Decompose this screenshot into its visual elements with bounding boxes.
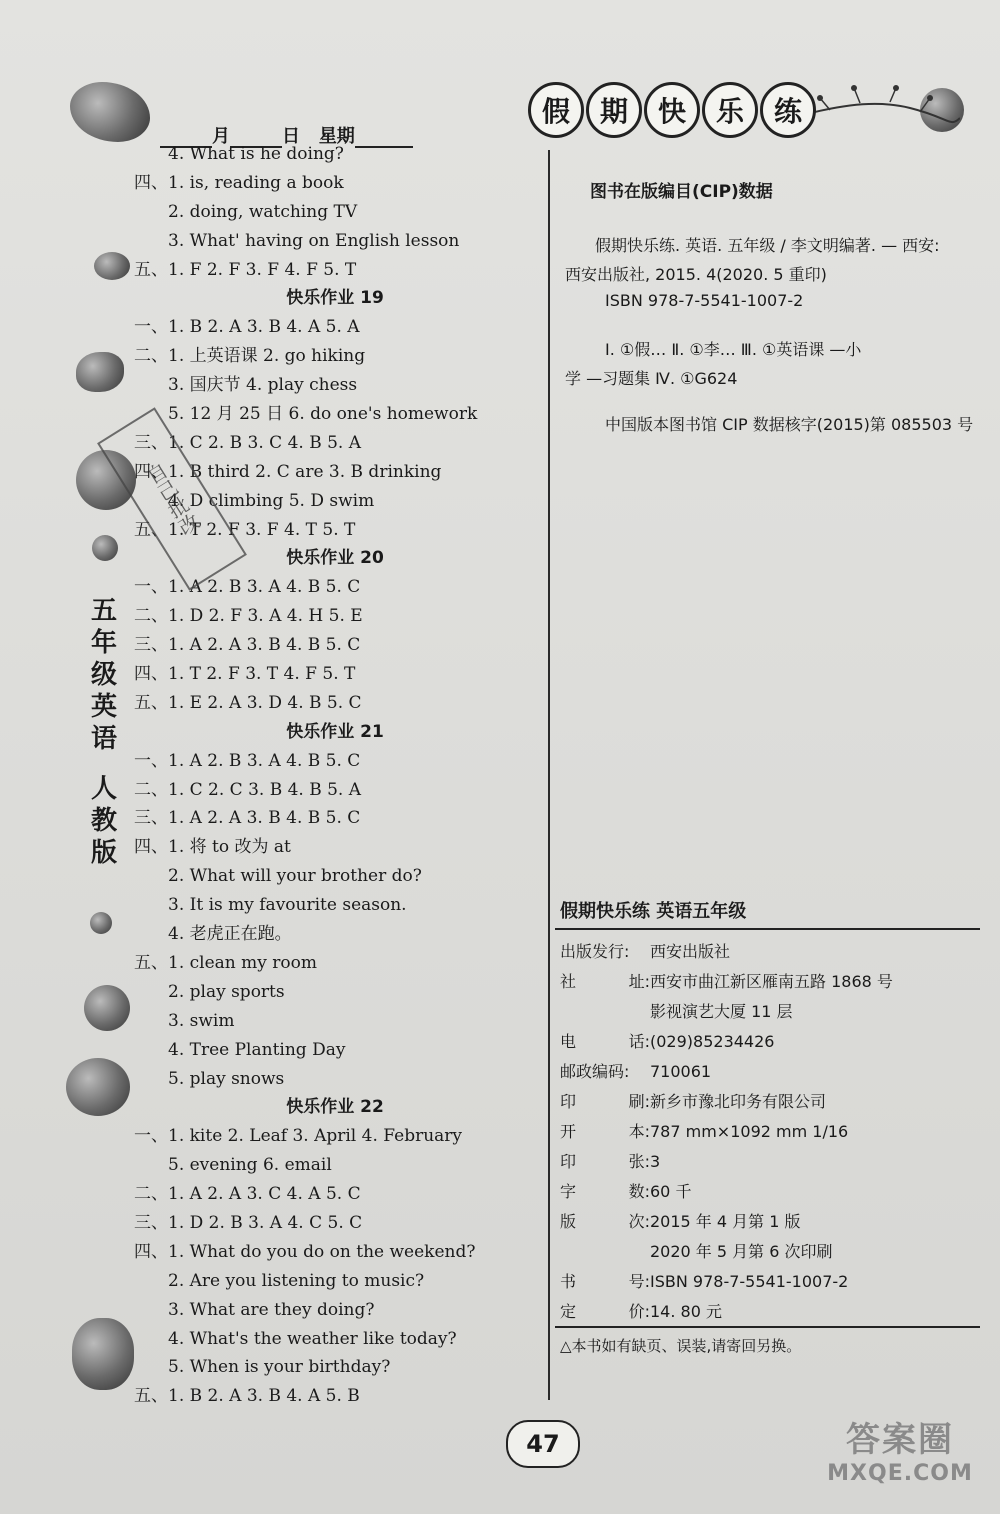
answer-line: 一、1. B 2. A 3. B 4. A 5. A (134, 317, 360, 338)
answer-line: 3. What' having on English lesson (168, 230, 460, 251)
answer-line: 4. What is he doing? (168, 144, 344, 164)
cip-line: 学 —习题集 Ⅳ. ①G624 (565, 369, 738, 388)
ball-decoration (90, 912, 112, 934)
replacement-notice: △本书如有缺页、误装,请寄回另换。 (560, 1337, 802, 1355)
answer-line: 4. 老虎正在跑。 (168, 924, 292, 945)
publication-key-text: 书 (560, 1272, 577, 1291)
publication-key-text: 次: (628, 1212, 650, 1231)
publication-key-text: 刷: (628, 1092, 650, 1111)
answer-line: 三、1. A 2. A 3. B 4. B 5. C (134, 808, 361, 829)
side-label-char: 年 (90, 628, 117, 658)
publication-row (560, 1177, 980, 1207)
publication-key (560, 1147, 650, 1177)
publication-key (560, 1297, 650, 1327)
answer-line: 二、1. D 2. F 3. A 4. H 5. E (134, 606, 363, 627)
publication-value: 2015 年 4 月第 1 版 (650, 1212, 801, 1231)
publication-row (560, 997, 980, 1027)
answer-line: 一、1. A 2. B 3. A 4. B 5. C (134, 750, 361, 771)
side-label-char: 级 (90, 660, 117, 690)
publication-key-text: 印 (560, 1152, 577, 1171)
publication-row (560, 1027, 980, 1057)
publication-key-text: 开 (560, 1122, 577, 1141)
answer-line: 5. 12 月 25 日 6. do one's homework (168, 404, 478, 425)
cip-line: 西安出版社, 2015. 4(2020. 5 重印) (565, 265, 827, 284)
publication-value: 2020 年 5 月第 6 次印刷 (650, 1242, 833, 1261)
publication-key-text: 出版发行: (560, 942, 630, 961)
page-number: 47 (506, 1420, 580, 1468)
title-char: 练 (760, 82, 816, 138)
answer-line: 五、1. clean my room (134, 952, 317, 973)
bird-icon (94, 252, 130, 280)
publication-key-text: 字 (560, 1182, 577, 1201)
weekday-label: 星期 (318, 126, 355, 147)
section-heading: 快乐作业 22 (286, 1097, 384, 1118)
watermark-text: 答案圈 (846, 1420, 954, 1460)
publication-key-text: 定 (560, 1302, 577, 1321)
rule-line (555, 1326, 980, 1328)
section-heading: 快乐作业 20 (286, 548, 384, 569)
publication-value: 新乡市豫北印务有限公司 (650, 1092, 827, 1111)
publication-key (560, 967, 650, 997)
answer-line: 三、1. C 2. B 3. C 4. B 5. A (134, 432, 362, 453)
publication-row (560, 1207, 980, 1237)
section-heading: 快乐作业 21 (286, 721, 384, 742)
publication-value: ISBN 978-7-5541-1007-2 (650, 1272, 849, 1291)
publication-key (560, 1057, 650, 1087)
answer-line: 四、1. What do you do on the weekend? (134, 1241, 476, 1262)
ball-decoration (92, 535, 118, 561)
day-label: 日 (282, 126, 300, 147)
answer-line: 5. evening 6. email (168, 1155, 332, 1176)
answer-line: 二、1. 上英语课 2. go hiking (134, 346, 366, 367)
fish-icon (76, 352, 124, 392)
answer-line: 三、1. A 2. A 3. B 4. B 5. C (134, 635, 361, 656)
publication-key (560, 937, 650, 967)
publication-row (560, 1267, 980, 1297)
section-heading: 快乐作业 19 (286, 288, 384, 309)
publication-key-text: 数: (628, 1182, 650, 1201)
publication-key (560, 1087, 650, 1117)
leaf-decoration-icon (70, 82, 150, 142)
publication-key (560, 997, 650, 1027)
title-char: 乐 (702, 82, 758, 138)
publication-key-text: 价: (628, 1302, 650, 1321)
answer-line: 一、1. kite 2. Leaf 3. April 4. February (134, 1126, 463, 1147)
answer-key-column (130, 140, 540, 1411)
publication-row (560, 1147, 980, 1177)
title-char: 期 (586, 82, 642, 138)
title-banner (528, 82, 816, 138)
answer-line: 5. play snows (168, 1068, 285, 1089)
answer-line: 3. What are they doing? (168, 1299, 375, 1320)
answer-line: 4. D climbing 5. D swim (168, 490, 375, 511)
snail-icon (66, 1058, 130, 1116)
answer-line: 2. Are you listening to music? (168, 1270, 425, 1291)
publication-row (560, 1237, 980, 1267)
answer-line: 4. Tree Planting Day (168, 1039, 346, 1060)
publication-row (560, 1117, 980, 1147)
cip-line: 假期快乐练. 英语. 五年级 / 李文明编著. — 西安: (595, 236, 940, 255)
publication-value: 西安出版社 (650, 942, 731, 961)
publication-key-text: 话: (628, 1032, 650, 1051)
answer-line: 四、1. B third 2. C are 3. B drinking (134, 461, 442, 482)
self-check-stamp: 自己批改 (97, 407, 247, 591)
cartoon-dog-icon (72, 1318, 134, 1390)
publication-row (560, 1057, 980, 1087)
publication-key-text: 号: (628, 1272, 650, 1291)
publication-key-text: 邮政编码: (560, 1062, 630, 1081)
watermark-text: MXQE.COM (827, 1461, 973, 1486)
answer-line: 五、1. E 2. A 3. D 4. B 5. C (134, 692, 362, 713)
cip-title: 图书在版编目(CIP)数据 (590, 182, 773, 202)
publication-row (560, 1087, 980, 1117)
side-label-char: 五 (90, 596, 117, 626)
cip-line: ISBN 978-7-5541-1007-2 (605, 291, 804, 310)
answer-line: 3. It is my favourite season. (168, 895, 407, 916)
side-label-char: 英 (90, 692, 117, 722)
publication-value: 14. 80 元 (650, 1302, 722, 1321)
answer-line: 五、1. B 2. A 3. B 4. A 5. B (134, 1386, 360, 1407)
publication-value: 787 mm×1092 mm 1/16 (650, 1122, 849, 1141)
rule-line (555, 928, 980, 930)
answer-line: 二、1. A 2. A 3. C 4. A 5. C (134, 1184, 361, 1205)
answer-line: 五、1. T 2. F 3. F 4. T 5. T (134, 519, 356, 540)
publication-row (560, 937, 980, 967)
side-label-char: 版 (90, 838, 117, 868)
answer-line: 5. When is your birthday? (168, 1357, 391, 1378)
publication-key-text: 本: (628, 1122, 650, 1141)
answer-line: 4. What's the weather like today? (168, 1328, 457, 1349)
answer-line: 三、1. D 2. B 3. A 4. C 5. C (134, 1212, 363, 1233)
publication-value: (029)85234426 (650, 1032, 775, 1051)
month-label: 月 (212, 126, 230, 147)
side-label-char: 语 (90, 724, 117, 754)
publication-value: 西安市曲江新区雁南五路 1868 号 (650, 972, 893, 991)
cip-line: 中国版本图书馆 CIP 数据核字(2015)第 085503 号 (605, 415, 974, 434)
publication-key (560, 1207, 650, 1237)
answer-line: 四、1. is, reading a book (134, 172, 344, 193)
publication-value: 710061 (650, 1062, 712, 1081)
publication-value: 60 千 (650, 1182, 692, 1201)
answer-line: 3. 国庆节 4. play chess (168, 375, 358, 396)
publication-key-text: 址: (628, 972, 650, 991)
cip-line: Ⅰ. ①假… Ⅱ. ①李… Ⅲ. ①英语课 —小 (605, 340, 862, 359)
answer-line: 2. What will your brother do? (168, 866, 422, 887)
watermark-logo (810, 1412, 990, 1502)
side-label-char: 教 (90, 806, 117, 836)
publication-key (560, 1267, 650, 1297)
publication-key (560, 1177, 650, 1207)
publication-value: 影视演艺大厦 11 层 (650, 1002, 793, 1021)
publication-row (560, 967, 980, 997)
publication-title: 假期快乐练 英语五年级 (560, 901, 747, 922)
publication-value: 3 (650, 1152, 661, 1171)
answer-line: 2. doing, watching TV (168, 201, 358, 222)
publication-key (560, 1117, 650, 1147)
publication-key (560, 1027, 650, 1057)
answer-line: 四、1. 将 to 改为 at (134, 837, 291, 858)
publication-key-text: 电 (560, 1032, 577, 1051)
answer-line: 五、1. F 2. F 3. F 4. F 5. T (134, 259, 357, 280)
publication-row (560, 1297, 980, 1327)
grade-edition-label (82, 595, 126, 869)
answer-line: 四、1. T 2. F 3. T 4. F 5. T (134, 664, 356, 685)
publication-key-text: 版 (560, 1212, 577, 1231)
answer-line: 二、1. C 2. C 3. B 4. B 5. A (134, 779, 362, 800)
ball-decoration (84, 985, 130, 1031)
publication-info-table (560, 937, 980, 1327)
column-divider (548, 150, 550, 1400)
answer-line: 2. play sports (168, 981, 285, 1002)
side-label-char: 人 (90, 774, 117, 804)
title-char: 快 (644, 82, 700, 138)
title-char: 假 (528, 82, 584, 138)
answer-line: 一、1. A 2. B 3. A 4. B 5. C (134, 577, 361, 598)
publication-key-text: 印 (560, 1092, 577, 1111)
publication-key (560, 1237, 650, 1267)
publication-key-text: 社 (560, 972, 577, 991)
publication-key-text: 张: (628, 1152, 650, 1171)
answer-line: 3. swim (168, 1010, 235, 1031)
